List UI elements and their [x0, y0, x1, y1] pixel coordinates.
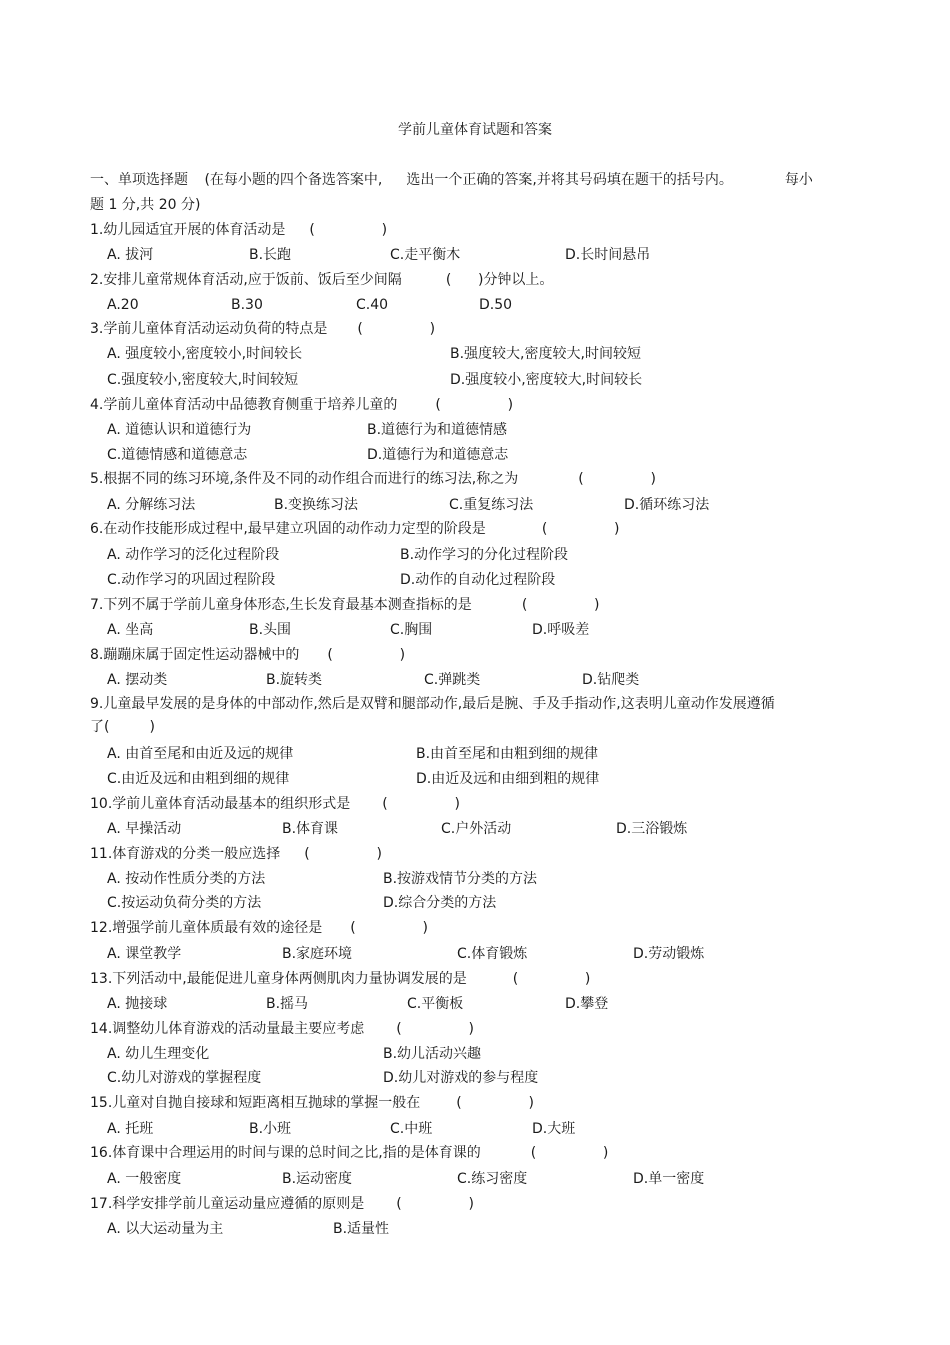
question-text: 7.下列不属于学前儿童身体形态,生长发育最基本测查指标的是 — [90, 597, 472, 613]
section-instruction-d: 题 1 分,共 20 分) — [90, 197, 201, 213]
answer-paren: ( )分钟以上。 — [445, 272, 554, 288]
answer-paren: ( ) — [456, 1095, 534, 1111]
question-16 — [90, 1144, 790, 1162]
answer-paren: ( ) — [357, 321, 436, 337]
section-heading-label: 一、单项选择题 — [90, 172, 188, 188]
question-10 — [90, 795, 790, 813]
answer-paren: ( ) — [578, 471, 656, 487]
option-b: B.道德行为和道德情感 — [367, 422, 508, 438]
question-12 — [90, 919, 790, 937]
option-c: C.胸围 — [390, 622, 433, 638]
option-a: A. 按动作性质分类的方法 — [107, 871, 266, 887]
option-d: D.由近及远和由细到粗的规律 — [416, 771, 600, 787]
option-a: A. 拔河 — [107, 247, 154, 263]
options-row — [107, 371, 867, 389]
document-title: 学前儿童体育试题和答案 — [398, 122, 552, 138]
question-11 — [90, 845, 790, 863]
answer-paren: ( ) — [327, 647, 406, 663]
options-row — [107, 296, 867, 314]
question-5 — [90, 470, 790, 488]
question-8 — [90, 646, 790, 664]
option-c: C.道德情感和道德意志 — [107, 447, 248, 463]
question-text: 12.增强学前儿童体质最有效的途径是 — [90, 920, 323, 936]
options-row — [107, 345, 867, 363]
option-c: C.平衡板 — [407, 996, 464, 1012]
option-a: A. 强度较小,密度较小,时间较长 — [107, 346, 303, 362]
options-row — [107, 571, 867, 589]
answer-paren: ( ) — [104, 719, 155, 735]
option-d: D.三浴锻炼 — [616, 821, 688, 837]
option-d: D.强度较小,密度较大,时间较长 — [450, 372, 643, 388]
option-a: A. 坐高 — [107, 622, 154, 638]
option-d: D.长时间悬吊 — [565, 247, 651, 263]
answer-paren: ( ) — [382, 796, 460, 812]
question-15 — [90, 1094, 790, 1112]
option-c: C.幼儿对游戏的掌握程度 — [107, 1070, 262, 1086]
answer-paren: ( ) — [309, 222, 388, 238]
options-row — [107, 546, 867, 564]
option-a: A. 由首至尾和由近及远的规律 — [107, 746, 294, 762]
options-row — [107, 1120, 867, 1138]
option-c: C.弹跳类 — [424, 672, 481, 688]
question-text: 2.安排儿童常规体育活动,应于饭前、饭后至少间隔 — [90, 272, 402, 288]
option-b: B.运动密度 — [282, 1171, 353, 1187]
option-d: D.幼儿对游戏的参与程度 — [383, 1070, 539, 1086]
answer-paren: ( ) — [350, 920, 428, 936]
option-b: B.幼儿活动兴趣 — [383, 1046, 482, 1062]
question-3 — [90, 320, 790, 338]
option-b: B.家庭环境 — [282, 946, 353, 962]
option-c: C.走平衡木 — [390, 247, 461, 263]
question-2 — [90, 271, 790, 289]
answer-paren: ( ) — [304, 846, 382, 862]
question-text: 9.儿童最早发展的是身体的中部动作,然后是双臂和腿部动作,最后是腕、手及手指动作,这表明儿童动作发展遵循了 — [90, 696, 775, 735]
options-row — [107, 1170, 867, 1188]
option-a: A. 早操活动 — [107, 821, 182, 837]
options-row — [107, 894, 867, 912]
option-d: D.50 — [479, 297, 513, 313]
options-row — [107, 421, 867, 439]
options-row — [107, 246, 867, 264]
question-text: 10.学前儿童体育活动最基本的组织形式是 — [90, 796, 351, 812]
option-b: B.长跑 — [249, 247, 292, 263]
option-c: C.体育锻炼 — [457, 946, 528, 962]
option-c: C.由近及远和由粗到细的规律 — [107, 771, 290, 787]
question-text: 6.在动作技能形成过程中,最早建立巩固的动作动力定型的阶段是 — [90, 521, 486, 537]
option-b: B.强度较大,密度较大,时间较短 — [450, 346, 641, 362]
question-text: 5.根据不同的练习环境,条件及不同的动作组合而进行的练习法,称之为 — [90, 471, 519, 487]
question-7 — [90, 596, 790, 614]
options-row — [107, 945, 867, 963]
answer-paren: ( ) — [521, 597, 600, 613]
option-d: D.攀登 — [565, 996, 609, 1012]
option-a: A. 道德认识和道德行为 — [107, 422, 252, 438]
option-c: C.按运动负荷分类的方法 — [107, 895, 262, 911]
option-a: A. 抛接球 — [107, 996, 168, 1012]
option-d: D.劳动锻炼 — [633, 946, 705, 962]
option-b: B.由首至尾和由粗到细的规律 — [416, 746, 599, 762]
option-c: C.练习密度 — [457, 1171, 528, 1187]
option-d: D.大班 — [532, 1121, 576, 1137]
option-d: D.循环练习法 — [624, 497, 710, 513]
option-c: C.户外活动 — [441, 821, 512, 837]
question-1 — [90, 221, 790, 239]
options-row — [107, 820, 867, 838]
option-c: C.40 — [356, 297, 389, 313]
question-text: 4.学前儿童体育活动中品德教育侧重于培养儿童的 — [90, 397, 398, 413]
options-row — [107, 446, 867, 464]
options-row — [107, 1220, 867, 1238]
question-text: 15.儿童对自抛自接球和短距离相互抛球的掌握一般在 — [90, 1095, 421, 1111]
options-row — [107, 770, 867, 788]
section-instruction-b: 选出一个正确的答案,并将其号码填在题干的括号内。 — [406, 172, 733, 188]
option-d: D.综合分类的方法 — [383, 895, 497, 911]
question-text: 14.调整幼儿体育游戏的活动量最主要应考虑 — [90, 1021, 365, 1037]
question-text: 1.幼儿园适宜开展的体育活动是 — [90, 222, 286, 238]
question-text: 17.科学安排学前儿童运动量应遵循的原则是 — [90, 1196, 365, 1212]
option-b: B.30 — [231, 297, 263, 313]
question-text: 13.下列活动中,最能促进儿童身体两侧肌肉力量协调发展的是 — [90, 971, 467, 987]
question-6 — [90, 520, 790, 538]
option-d: D.单一密度 — [633, 1171, 705, 1187]
section-heading — [90, 168, 870, 218]
options-row — [107, 1069, 867, 1087]
question-4 — [90, 396, 790, 414]
options-row — [107, 745, 867, 763]
option-a: A. 摆动类 — [107, 672, 168, 688]
option-b: B.体育课 — [282, 821, 339, 837]
question-9 — [90, 693, 780, 739]
question-text: 11.体育游戏的分类一般应选择 — [90, 846, 281, 862]
option-b: B.适量性 — [333, 1221, 390, 1237]
section-instruction-c: 每小 — [784, 172, 813, 188]
option-c: C.动作学习的巩固过程阶段 — [107, 572, 276, 588]
option-a: A. 托班 — [107, 1121, 154, 1137]
option-d: D.道德行为和道德意志 — [367, 447, 509, 463]
answer-paren: ( ) — [541, 521, 620, 537]
option-b: B.小班 — [249, 1121, 292, 1137]
option-b: B.动作学习的分化过程阶段 — [400, 547, 569, 563]
options-row — [107, 995, 867, 1013]
answer-paren: ( ) — [435, 397, 514, 413]
answer-paren: ( ) — [530, 1145, 609, 1161]
option-a: A. 一般密度 — [107, 1171, 182, 1187]
answer-paren: ( ) — [396, 1196, 474, 1212]
option-d: D.动作的自动化过程阶段 — [400, 572, 556, 588]
option-c: C.强度较小,密度较大,时间较短 — [107, 372, 299, 388]
option-b: B.头围 — [249, 622, 292, 638]
option-a: A. 分解练习法 — [107, 497, 196, 513]
answer-paren: ( ) — [512, 971, 591, 987]
option-a: A. 以大运动量为主 — [107, 1221, 224, 1237]
section-instruction-a: (在每小题的四个备选答案中, — [204, 172, 383, 188]
options-row — [107, 621, 867, 639]
question-text: 16.体育课中合理运用的时间与课的总时间之比,指的是体育课的 — [90, 1145, 481, 1161]
option-a: A. 课堂教学 — [107, 946, 182, 962]
option-b: B.旋转类 — [266, 672, 323, 688]
option-d: D.钻爬类 — [582, 672, 640, 688]
answer-paren: ( ) — [396, 1021, 474, 1037]
options-row — [107, 496, 867, 514]
option-a: A. 动作学习的泛化过程阶段 — [107, 547, 280, 563]
question-13 — [90, 970, 790, 988]
question-text: 3.学前儿童体育活动运动负荷的特点是 — [90, 321, 328, 337]
question-text: 8.蹦蹦床属于固定性运动器械中的 — [90, 647, 300, 663]
option-a: A.20 — [107, 297, 139, 313]
option-b: B.摇马 — [266, 996, 309, 1012]
options-row — [107, 870, 867, 888]
option-b: B.按游戏情节分类的方法 — [383, 871, 538, 887]
question-14 — [90, 1020, 790, 1038]
option-d: D.呼吸差 — [532, 622, 590, 638]
option-b: B.变换练习法 — [274, 497, 359, 513]
option-c: C.中班 — [390, 1121, 433, 1137]
options-row — [107, 1045, 867, 1063]
question-17 — [90, 1195, 790, 1213]
options-row — [107, 671, 867, 689]
option-a: A. 幼儿生理变化 — [107, 1046, 210, 1062]
option-c: C.重复练习法 — [449, 497, 534, 513]
